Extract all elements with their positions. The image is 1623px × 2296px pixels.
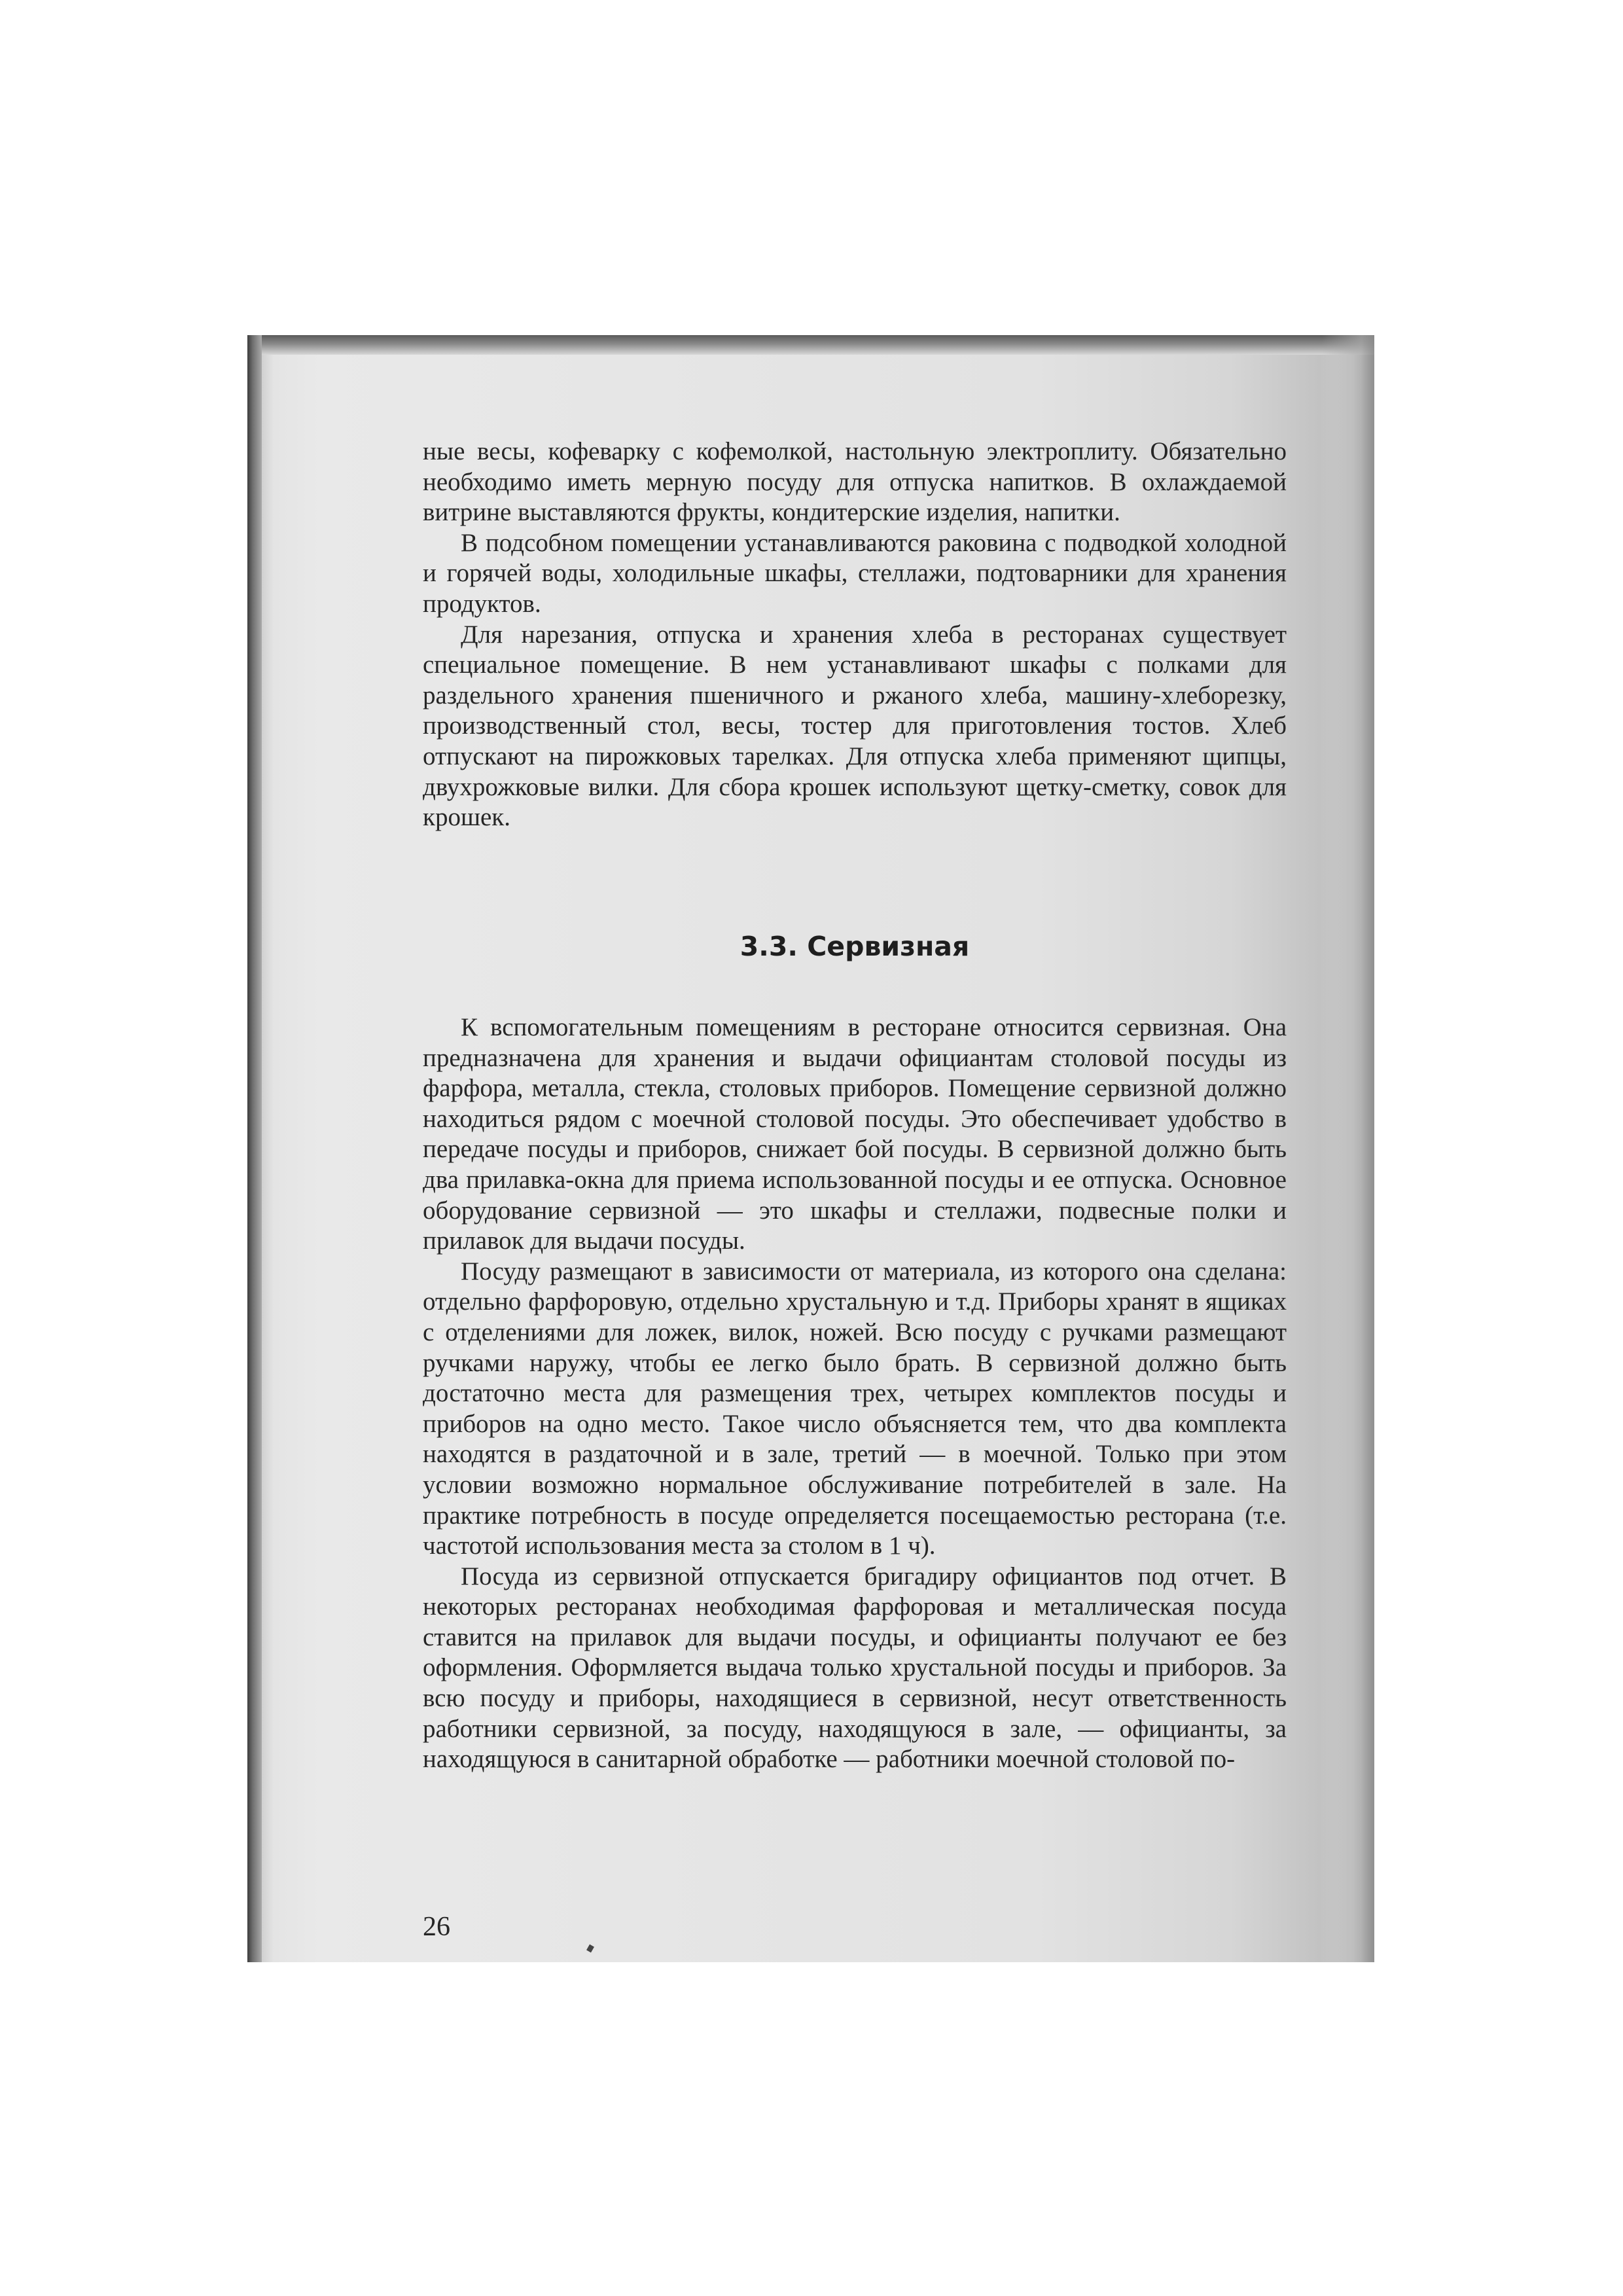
scan-speck <box>586 1945 594 1953</box>
page-number: 26 <box>423 1912 450 1942</box>
book-spine-edge <box>247 335 262 1962</box>
paragraph: Для нарезания, отпуска и хранения хлеба в ресторанах существует специальное помещение. В нем устанавливают шкафы с полками для раздельного хранения пшеничного и ржаного хлеба, машину-хлеборезку, производственный стол, весы, тостер для приготовления тостов. Хлеб отпускают на пирожковых тарелках. Для отпуска хлеба применяют щипцы, двухрожковые вилки. Для сбора крошек используют щетку-сметку, совок для крошек. <box>423 620 1287 832</box>
paragraph: Посуду размещают в зависимости от материала, из которого она сделана: отдельно фарфоровую, отдельно хрустальную и т.д. Приборы хранят в ящиках с отделениями для ложек, вилок, ножей. Всю посуду с ручками размещают ручками наружу, чтобы ее легко было брать. В сервизной должно быть достаточно места для размещения трех, четырех комплектов посуды и приборов на одно место. Такое число объясняется тем, что два комплекта находятся в раздаточной и в зале, третий — в моечной. Только при этом условии возможно нормальное обслуживание потребителей в зале. На практике потребность в посуде определяется посещаемостью ресторана (т.е. частотой использования места за столом в 1 ч). <box>423 1257 1287 1560</box>
paragraph-continued: ные весы, кофеварку с кофемолкой, настольную электроплиту. Обязательно необходимо иметь мерную посуду для отпуска напитков. В охлаждаемой витрине выставляются фрукты, кондитерские изделия, напитки. <box>423 437 1287 527</box>
scan-right-shadow <box>1322 335 1374 1962</box>
paragraph: Посуда из сервизной отпускается бригадиру официантов под отчет. В некоторых ресторанах необходимая фарфоровая и металлическая посуда ставится на прилавок для выдачи посуды, и официанты получают ее без оформления. Оформляется выдача только хрустальной посуды и приборов. За всю посуду и приборы, находящиеся в сервизной, несут ответственность работники сервизной, за посуду, находящуюся в зале, — официанты, за находящуюся в санитарной обработке — работники моечной столовой по- <box>423 1562 1287 1774</box>
scan-top-edge <box>247 335 1374 355</box>
text-block-main <box>423 1013 1287 1775</box>
scanned-page <box>247 335 1374 1962</box>
paragraph: К вспомогательным помещениям в ресторане относится сервизная. Она предназначена для хранения и выдачи официантам столовой посуды из фарфора, металла, стекла, столовых приборов. Помещение сервизной должно находиться рядом с моечной столовой посуды. Это обеспечивает удобство в передаче посуды и приборов, снижает бой посуды. В сервизной должно быть два прилавка-окна для приема использованной посуды и ее отпуска. Основное оборудование сервизной — это шкафы и стеллажи, подвесные полки и прилавок для выдачи посуды. <box>423 1013 1287 1255</box>
text-block-top <box>423 437 1287 833</box>
section-heading: 3.3. Сервизная <box>740 931 970 962</box>
paragraph: В подсобном помещении устанавливаются раковина с подводкой холодной и горячей воды, холодильные шкафы, стеллажи, подтоварники для хранения продуктов. <box>423 528 1287 618</box>
